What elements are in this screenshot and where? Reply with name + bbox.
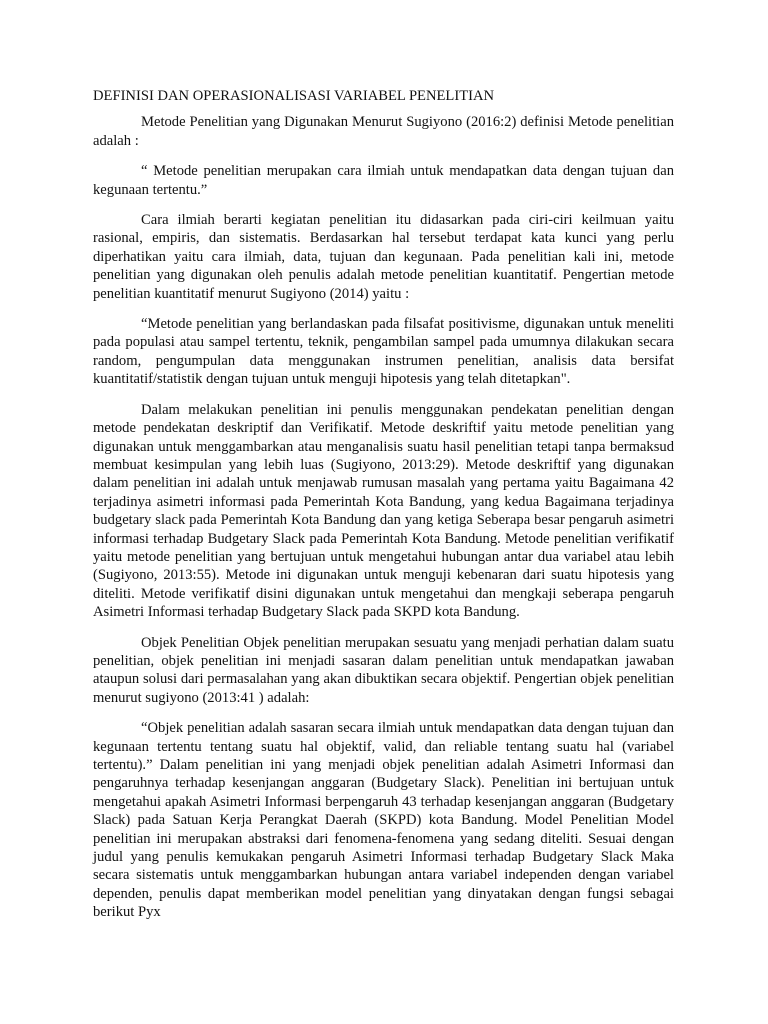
paragraph-descriptive-verificative: Dalam melakukan penelitian ini penulis menggunakan pendekatan penelitian dengan metode pendekatan deskriptif dan Verifikatif. Metode deskriftif yaitu metode penelitian yang digunakan untuk menggambarkan atau menganalisis suatu hasil penelitian tetapi tanpa bermaksud membuat kesimpulan yang lebih luas (Sugiyono, 2013:29). Metode deskriftif yang digunakan dalam penelitian ini adalah untuk menjawab rumusan masalah yang pertama yaitu Bagaimana 42 terjadinya asimetri informasi pada Pemerintah Kota Bandung, yang kedua Bagaimana terjadinya budgetary slack pada Pemerintah Kota Bandung dan yang ketiga Seberapa besar pengaruh asimetri informasi terhadap Budgetary Slack pada Pemerintah Kota Bandung. Metode penelitian verifikatif yaitu metode penelitian yang bertujuan untuk mengetahui hubungan antar dua variabel atau lebih (Sugiyono, 2013:55). Metode ini digunakan untuk menguji kebenaran dari suatu hipotesis yang diteliti. Metode verifikatif disini digunakan untuk mengetahui dan mengkaji seberapa pengaruh Asimetri Informasi terhadap Budgetary Slack pada SKPD kota Bandung. xyxy=(93,401,674,621)
paragraph-scientific-way: Cara ilmiah berarti kegiatan penelitian itu didasarkan pada ciri-ciri keilmuan yaitu rasional, empiris, dan sistematis. Berdasarkan hal tersebut terdapat kata kunci yang perlu diperhatikan yaitu cara ilmiah, data, tujuan dan kegunaan. Pada penelitian kali ini, metode penelitian yang digunakan oleh penulis adalah metode penelitian kuantitatif. Pengertian metode penelitian kuantitatif menurut Sugiyono (2014) yaitu : xyxy=(93,212,674,302)
paragraph-object-definition-model: “Objek penelitian adalah sasaran secara ilmiah untuk mendapatkan data dengan tujuan dan kegunaan tertentu tentang suatu hal objektif, valid, dan reliable tentang suatu hal (variabel tertentu).” Dalam penelitian ini yang menjadi objek penelitian adalah Asimetri Informasi dan pengaruhnya terhadap kesenjangan anggaran (Budgetary Slack). Penelitian ini bertujuan untuk mengetahui apakah Asimetri Informasi berpengaruh 43 terhadap kesenjangan anggaran (Budgetary Slack) pada Satuan Kerja Perangkat Daerah (SKPD) kota Bandung. Model Penelitian Model penelitian ini merupakan abstraksi dari fenomena-fenomena yang sedang diteliti. Sesuai dengan judul yang penulis kemukakan pengaruh Asimetri Informasi terhadap Budgetary Slack Maka secara sistematis untuk menggambarkan hubungan antara variabel independen dengan variabel dependen, penulis dapat memberikan model penelitian yang dinyatakan dengan fungsi sebagai berikut Pyx xyxy=(93,720,674,921)
quote-method-definition: “ Metode penelitian merupakan cara ilmiah untuk mendapatkan data dengan tujuan dan kegunaan tertentu.” xyxy=(93,163,674,198)
quote-quantitative-method: “Metode penelitian yang berlandaskan pada filsafat positivisme, digunakan untuk meneliti pada populasi atau sampel tertentu, teknik, pengambilan sampel pada umumnya dilakukan secara random, pengumpulan data menggunakan instrumen penelitian, analisis data bersifat kuantitatif/statistik dengan tujuan untuk menguji hipotesis yang telah ditetapkan". xyxy=(93,316,674,388)
document-title: DEFINISI DAN OPERASIONALISASI VARIABEL PENELITIAN xyxy=(93,88,495,104)
paragraph-method-intro: Metode Penelitian yang Digunakan Menurut Sugiyono (2016:2) definisi Metode penelitian adalah : xyxy=(93,114,674,149)
document-page xyxy=(93,87,674,922)
paragraph-research-object: Objek Penelitian Objek penelitian merupakan sesuatu yang menjadi perhatian dalam suatu penelitian, objek penelitian ini menjadi sasaran dalam penelitian untuk mendapatkan jawaban ataupun solusi dari permasalahan yang akan dibuktikan secara objektif. Pengertian objek penelitian menurut sugiyono (2013:41 ) adalah: xyxy=(93,634,674,706)
